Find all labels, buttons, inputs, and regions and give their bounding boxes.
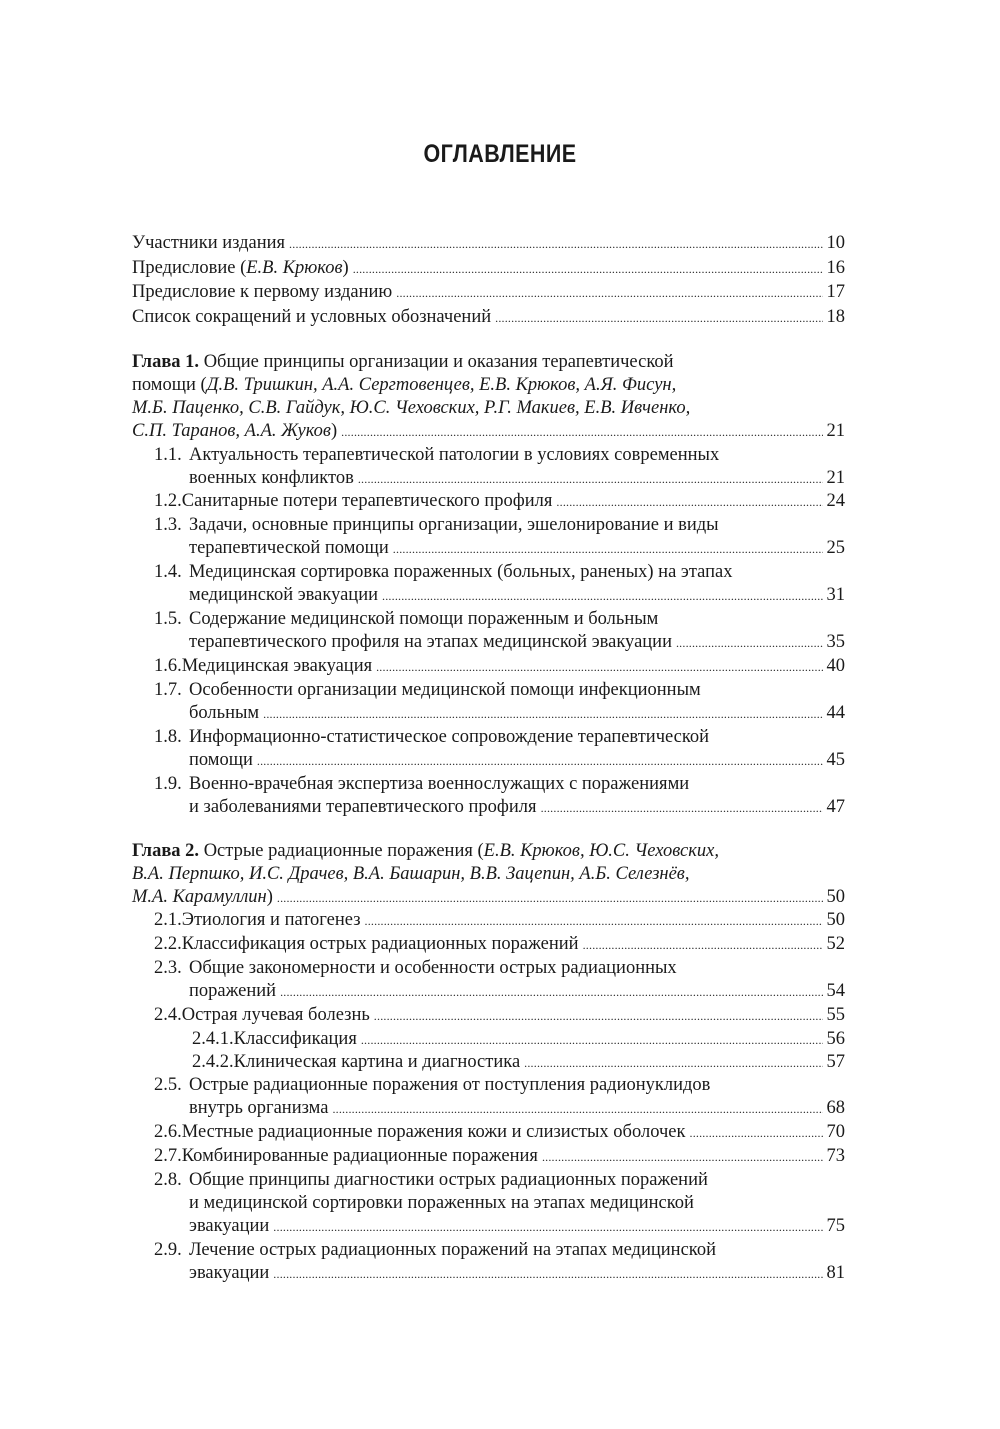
dot-leader — [361, 1029, 823, 1052]
page-number: 56 — [826, 1028, 845, 1049]
section-number: 1.4. — [154, 562, 182, 583]
section-title: Задачи, основные принципы организации, эшелонирование и виды — [189, 515, 719, 536]
dot-leader — [273, 1216, 822, 1239]
chapter-authors: С.П. Таранов, А.А. Жуков — [132, 421, 331, 442]
page-number: 40 — [826, 656, 845, 677]
section-title: медицинской эвакуации — [189, 585, 379, 606]
page-number: 16 — [826, 257, 845, 278]
toc-section-2-2[interactable] — [132, 933, 845, 956]
section-title: Санитарные потери терапевтического профиля — [181, 491, 553, 512]
toc-entry-participants[interactable] — [132, 232, 845, 255]
entry-text: Предисловие к первому изданию — [132, 282, 393, 303]
section-title: Военно-врачебная экспертиза военнослужащих с поражениями — [189, 773, 690, 794]
chapter-label: Глава 1. — [132, 351, 200, 372]
entry-author: Е.В. Крюков — [246, 257, 343, 278]
toc-section-1-9[interactable] — [132, 773, 845, 819]
toc-section-1-7[interactable] — [132, 679, 845, 725]
section-title: эвакуации — [189, 1262, 270, 1283]
section-title: Информационно-статистическое сопровождение терапевтической — [189, 726, 710, 747]
toc-section-2-6[interactable] — [132, 1121, 845, 1144]
section-number: 2.9. — [154, 1239, 182, 1260]
section-number: 1.6. — [154, 656, 182, 677]
page-number: 68 — [826, 1098, 845, 1119]
section-title: терапевтического профиля на этапах медицинской эвакуации — [189, 632, 672, 653]
page-number: 35 — [826, 632, 845, 653]
page-number: 17 — [826, 282, 845, 303]
section-number: 1.9. — [154, 773, 182, 794]
dot-leader — [524, 1052, 822, 1075]
table-of-contents — [132, 232, 845, 1286]
section-title: Особенности организации медицинской помощи инфекционным — [189, 679, 701, 700]
page-number: 24 — [826, 491, 845, 512]
chapter-authors: М.А. Карамуллин — [132, 887, 267, 908]
chapter-authors: Д.В. Тришкин, А.А. Сергтовенцев, Е.В. Крюков, А.Я. Фисун, — [206, 374, 677, 395]
toc-section-1-8[interactable] — [132, 726, 845, 772]
page-number: 45 — [826, 750, 845, 771]
dot-leader — [273, 1263, 822, 1286]
toc-entry-first-edition-preface[interactable] — [132, 281, 845, 304]
page-number: 81 — [826, 1262, 845, 1283]
toc-section-1-4[interactable] — [132, 561, 845, 607]
section-title: Местные радиационные поражения кожи и слизистых оболочек — [181, 1122, 686, 1143]
toc-section-1-2[interactable] — [132, 490, 845, 513]
section-title: терапевтической помощи — [189, 538, 389, 559]
page-number: 52 — [826, 934, 845, 955]
toc-section-1-3[interactable] — [132, 514, 845, 560]
page-number: 21 — [826, 467, 845, 488]
entry-text: Участники издания — [132, 233, 286, 253]
chapter-authors: М.Б. Паценко, С.В. Гайдук, Ю.С. Чеховских, Р.Г. Макиев, Е.В. Ивченко, — [132, 398, 691, 419]
dot-leader — [341, 421, 822, 444]
toc-entry-preface[interactable] — [132, 257, 845, 280]
page-number: 44 — [826, 703, 845, 724]
section-title: Медицинская сортировка пораженных (больных, раненых) на этапах — [189, 562, 733, 583]
dot-leader — [393, 538, 823, 561]
dot-leader — [277, 887, 823, 910]
section-number: 1.7. — [154, 679, 182, 700]
section-title: Лечение острых радиационных поражений на этапах медицинской — [189, 1239, 716, 1260]
section-number: 2.4. — [154, 1004, 182, 1025]
section-title: помощи — [189, 750, 253, 771]
section-title: и заболеваниями терапевтического профиля — [189, 797, 537, 818]
chapter-authors: Е.В. Крюков, Ю.С. Чеховских, — [483, 840, 719, 861]
chapter-2-sections — [132, 909, 845, 1285]
dot-leader — [263, 703, 822, 726]
toc-section-1-5[interactable] — [132, 608, 845, 654]
toc-entry-abbreviations[interactable] — [132, 306, 845, 329]
page-number: 55 — [826, 1004, 845, 1025]
section-title: эвакуации — [189, 1216, 270, 1236]
section-title: Медицинская эвакуация — [181, 656, 373, 677]
subsection-title: Клиническая картина и диагностика — [233, 1051, 521, 1072]
section-number: 2.7. — [154, 1145, 182, 1166]
toc-section-2-4[interactable] — [132, 1004, 845, 1027]
section-title: Комбинированные радиационные поражения — [181, 1145, 538, 1166]
chapter-title-cont: помощи ( — [132, 374, 207, 395]
chapter-label: Глава 2. — [132, 840, 200, 861]
section-title: Классификация острых радиационных поражений — [181, 934, 579, 955]
page-number: 73 — [826, 1145, 845, 1166]
chapter-title: Общие принципы организации и оказания терапевтической — [203, 351, 674, 372]
section-number: 1.8. — [154, 726, 182, 747]
dot-leader — [690, 1122, 823, 1145]
section-number: 1.1. — [154, 444, 182, 465]
toc-section-1-6[interactable] — [132, 655, 845, 678]
section-number: 2.2. — [154, 934, 182, 955]
dot-leader — [376, 656, 822, 679]
dot-leader — [332, 1098, 822, 1121]
section-title: больным — [189, 703, 260, 724]
spacer — [132, 820, 845, 840]
section-number: 2.5. — [154, 1075, 182, 1096]
page-number: 57 — [826, 1051, 845, 1072]
page-number: 70 — [826, 1122, 845, 1143]
section-title: Этиология и патогенез — [181, 910, 361, 931]
page-title: ОГЛАВЛЕНИЕ — [423, 140, 577, 168]
page-number: 18 — [826, 307, 845, 328]
entry-text: Список сокращений и условных обозначений — [132, 307, 492, 328]
subsection-title: Классификация — [233, 1028, 357, 1049]
toc-section-2-9[interactable] — [132, 1239, 845, 1285]
section-title: Общие принципы диагностики острых радиационных поражений — [189, 1169, 708, 1190]
toc-section-2-8[interactable] — [132, 1169, 845, 1239]
section-number: 2.3. — [154, 957, 182, 978]
section-number: 2.8. — [154, 1169, 182, 1190]
dot-leader — [541, 797, 823, 820]
subsection-number: 2.4.2. — [192, 1051, 234, 1072]
toc-section-2-3[interactable] — [132, 957, 845, 1003]
page-number: 10 — [826, 233, 845, 253]
section-title: Актуальность терапевтической патологии в условиях современных — [189, 444, 720, 465]
dot-leader — [358, 468, 823, 491]
page-number: 75 — [826, 1216, 845, 1236]
toc-subsection-2-4-2[interactable] — [132, 1051, 845, 1074]
dot-leader — [556, 491, 822, 514]
dot-leader — [495, 307, 822, 330]
dot-leader — [257, 750, 823, 773]
dot-leader — [382, 585, 822, 608]
dot-leader — [542, 1146, 823, 1169]
dot-leader — [396, 282, 822, 305]
toc-chapter-2[interactable]: Глава 2. Острые радиационные поражения (Е.В. Крюков, Ю.С. Чеховских, В.А. Перпшко, И.С. Драчев, В.А. Башарин, В.В. Зацепин, А.Б. Селезнёв, М.А. Карамуллин) . . . 50 — [132, 840, 845, 910]
page-number: 21 — [826, 421, 845, 442]
dot-leader — [280, 981, 822, 1004]
section-title: Острые радиационные поражения от поступления радионуклидов — [189, 1075, 711, 1096]
subsection-number: 2.4.1. — [192, 1028, 234, 1049]
section-title: Содержание медицинской помощи пораженным и больным — [189, 609, 659, 630]
page-number: 31 — [826, 585, 845, 606]
dot-leader — [583, 934, 823, 957]
section-title: поражений — [189, 981, 277, 1002]
section-number: 1.5. — [154, 609, 182, 630]
toc-chapter-1[interactable]: Глава 1. Общие принципы организации и оказания терапевтической помощи (Д.В. Тришкин, А.А. Сергтовенцев, Е.В. Крюков, А.Я. Фисун, М.Б. Паценко, С.В. Гайдук, Ю.С. Чеховских, Р.Г. Макиев, Е.В. Ивченко, С.П. Таранов, А.А. Жуков) . . . 21 — [132, 351, 845, 444]
section-number: 1.2. — [154, 491, 182, 512]
chapter-authors: В.А. Перпшко, И.С. Драчев, В.А. Башарин, В.В. Зацепин, А.Б. Селезнёв, — [132, 864, 690, 885]
chapter-1-sections — [132, 444, 845, 820]
page-number: 47 — [826, 797, 845, 818]
toc-section-2-1[interactable] — [132, 909, 845, 932]
toc-section-1-1[interactable] — [132, 444, 845, 490]
dot-leader — [289, 233, 822, 256]
page-number: 54 — [826, 981, 845, 1002]
section-title: Общие закономерности и особенности острых радиационных — [189, 957, 677, 978]
section-number: 2.6. — [154, 1122, 182, 1143]
spacer — [132, 331, 845, 351]
dot-leader — [676, 632, 823, 655]
section-title: военных конфликтов — [189, 467, 354, 488]
section-number: 1.3. — [154, 515, 182, 536]
dot-leader — [365, 910, 823, 933]
toc-subsection-2-4-1[interactable] — [132, 1028, 845, 1051]
page-number: 25 — [826, 538, 845, 559]
page-number: 50 — [826, 887, 845, 908]
section-title: внутрь организма — [189, 1098, 329, 1119]
entry-text: Предисловие (Е.В. Крюков) — [132, 257, 349, 278]
page-number: 50 — [826, 910, 845, 931]
toc-section-2-7[interactable] — [132, 1145, 845, 1168]
dot-leader — [353, 258, 823, 281]
section-title: и медицинской сортировки пораженных на этапах медицинской — [189, 1192, 694, 1213]
toc-section-2-5[interactable] — [132, 1074, 845, 1120]
section-title: Острая лучевая болезнь — [181, 1004, 370, 1025]
chapter-title: Острые радиационные поражения ( — [203, 840, 484, 861]
section-number: 2.1. — [154, 910, 182, 931]
dot-leader — [374, 1005, 823, 1028]
